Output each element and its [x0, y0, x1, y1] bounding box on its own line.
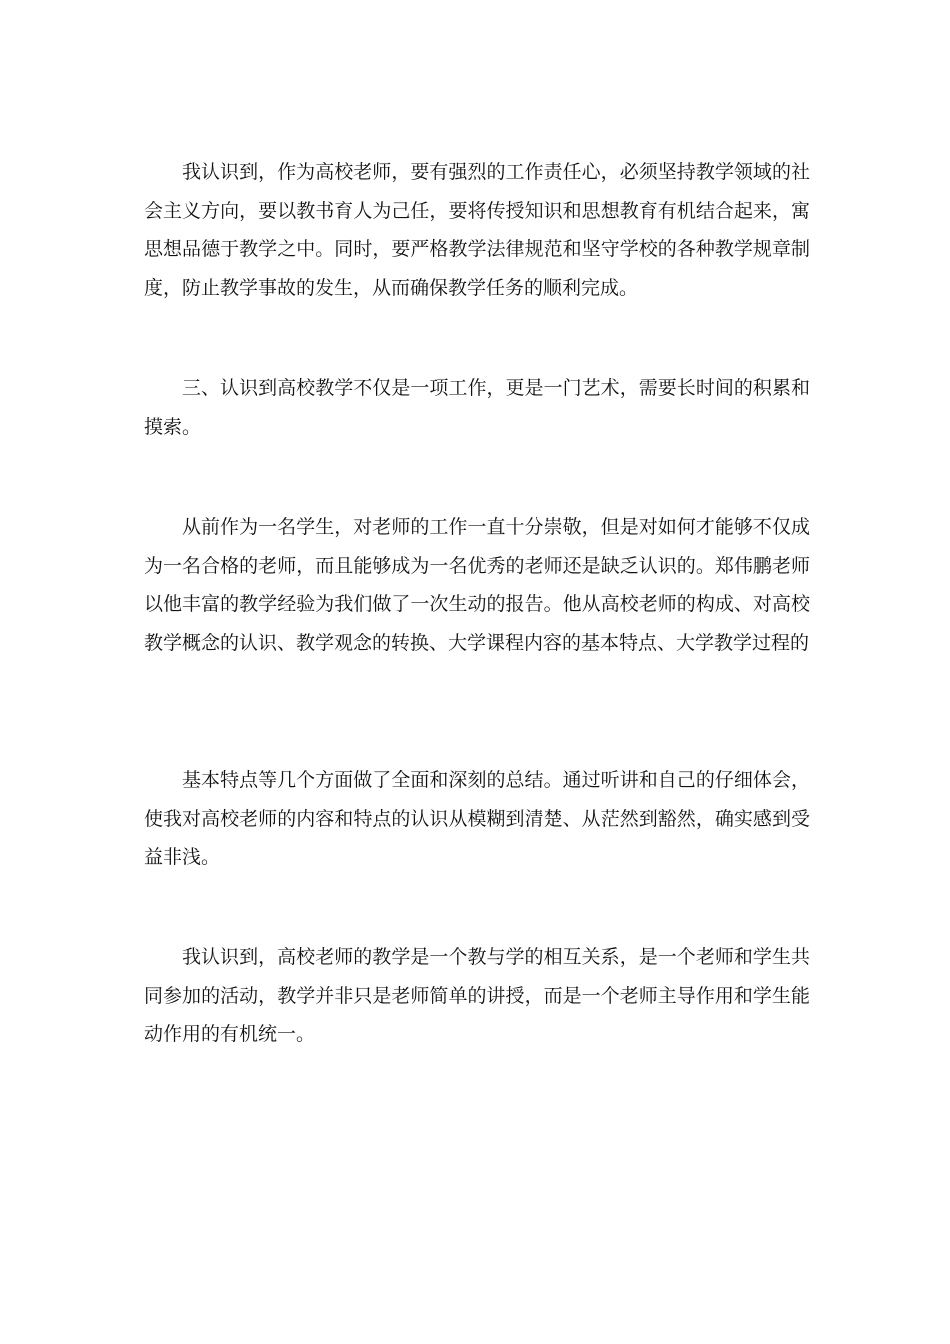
paragraph-lecture-report: 从前作为一名学生，对老师的工作一直十分崇敬，但是对如何才能够不仅成为一名合格的老师，而且能够成为一名优秀的老师还是缺乏认识的。郑伟鹏老师以他丰富的教学经验为我们做了一次生动的报告。他从高校老师的构成、对高校教学概念的认识、教学观念的转换、大学课程内容的基本特点、大学教学过程的	[144, 516, 810, 654]
paragraph-teaching-relationship: 我认识到，高校老师的教学是一个教与学的相互关系，是一个老师和学生共同参加的活动，教学并非只是老师简单的讲授，而是一个老师主导作用和学生能动作用的有机统一。	[144, 946, 810, 1045]
paragraph-summary-benefit: 基本特点等几个方面做了全面和深刻的总结。通过听讲和自己的仔细体会，使我对高校老师的内容和特点的认识从模糊到清楚、从茫然到豁然，确实感到受益非浅。	[144, 769, 810, 868]
paragraph-section-three-heading: 三、认识到高校教学不仅是一项工作，更是一门艺术，需要长时间的积累和摸索。	[144, 377, 810, 438]
paragraph-teacher-responsibility: 我认识到，作为高校老师，要有强烈的工作责任心，必须坚持教学领域的社会主义方向，要以教书育人为己任，要将传授知识和思想教育有机结合起来，寓思想品德于教学之中。同时，要严格教学法律规范和坚守学校的各种教学规章制度，防止教学事故的发生，从而确保教学任务的顺利完成。	[144, 161, 810, 299]
